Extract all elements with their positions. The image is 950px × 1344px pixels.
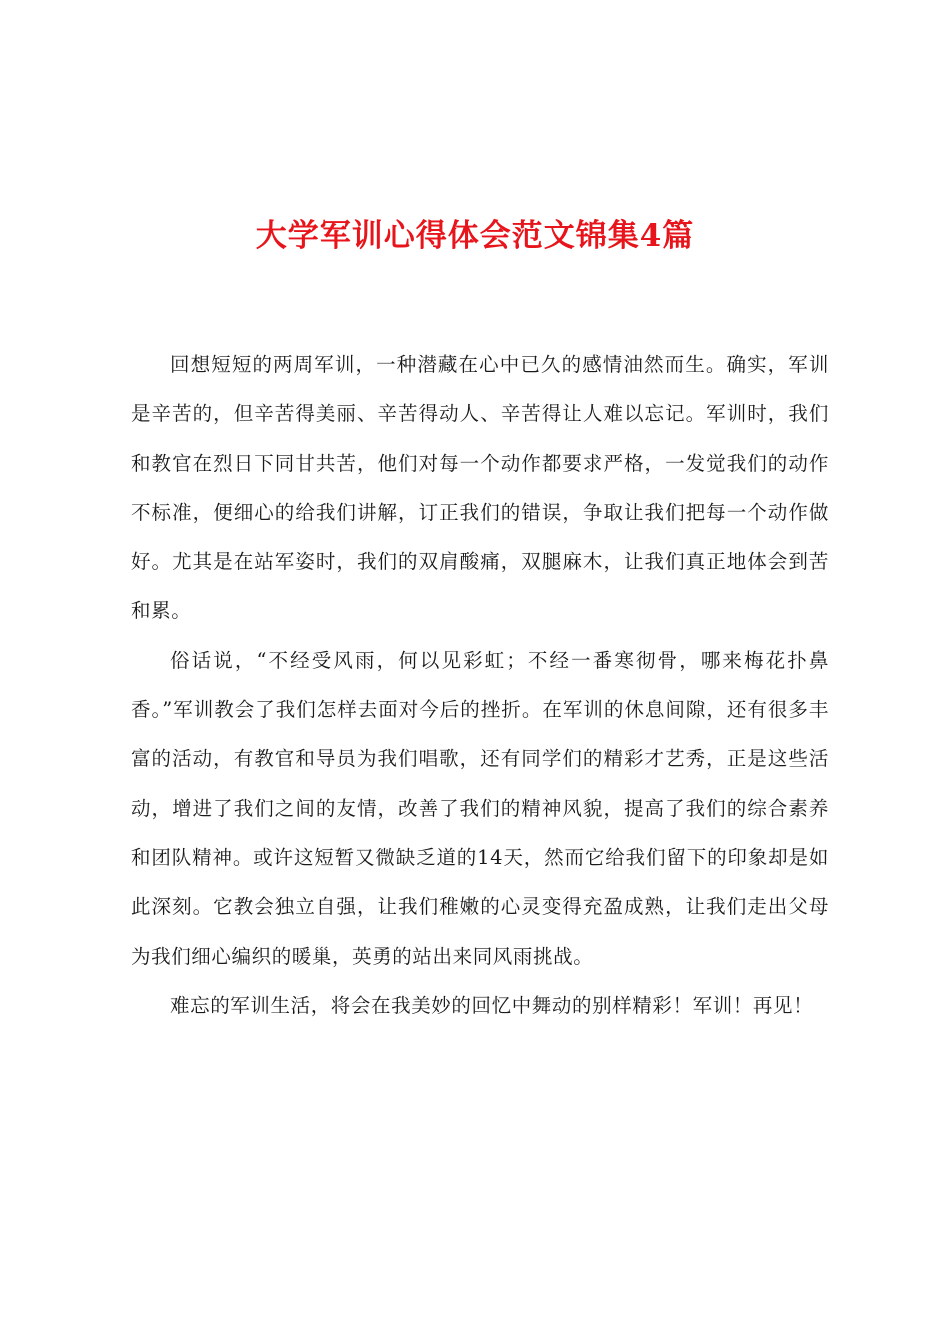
- paragraph-3: 难忘的军训生活，将会在我美妙的回忆中舞动的别样精彩！军训！再见！: [170, 993, 814, 1017]
- paragraph-2: 俗话说，“不经受风雨，何以见彩虹；不经一番寒彻骨，哪来梅花扑鼻香。”军训教会了我们怎样去面对今后的挫折。在军训的休息间隙，还有很多丰富的活动，有教官和导员为我们唱歌，还有同学们的精彩才艺秀，正是这些活动，增进了我们之间的友情，改善了我们的精神风貌，提高了我们的综合素养和团队精神。或许这短暂又微缺乏道的14天，然而它给我们留下的印象却是如此深刻。它教会独立自强，让我们稚嫩的心灵变得充盈成熟，让我们走出父母为我们细心编织的暖巢，英勇的站出来同风雨挑战。: [131, 648, 829, 968]
- paragraph-1: 回想短短的两周军训，一种潜藏在心中已久的感情油然而生。确实，军训是辛苦的，但辛苦得美丽、辛苦得动人、辛苦得让人难以忘记。军训时，我们和教官在烈日下同甘共苦，他们对每一个动作都要求严格，一发觉我们的动作不标准，便细心的给我们讲解，订正我们的错误，争取让我们把每一个动作做好。尤其是在站军姿时，我们的双肩酸痛，双腿麻木，让我们真正地体会到苦和累。: [131, 353, 829, 623]
- document-title: 大学军训心得体会范文锦集4篇: [255, 218, 695, 254]
- document-body: [131, 340, 829, 1030]
